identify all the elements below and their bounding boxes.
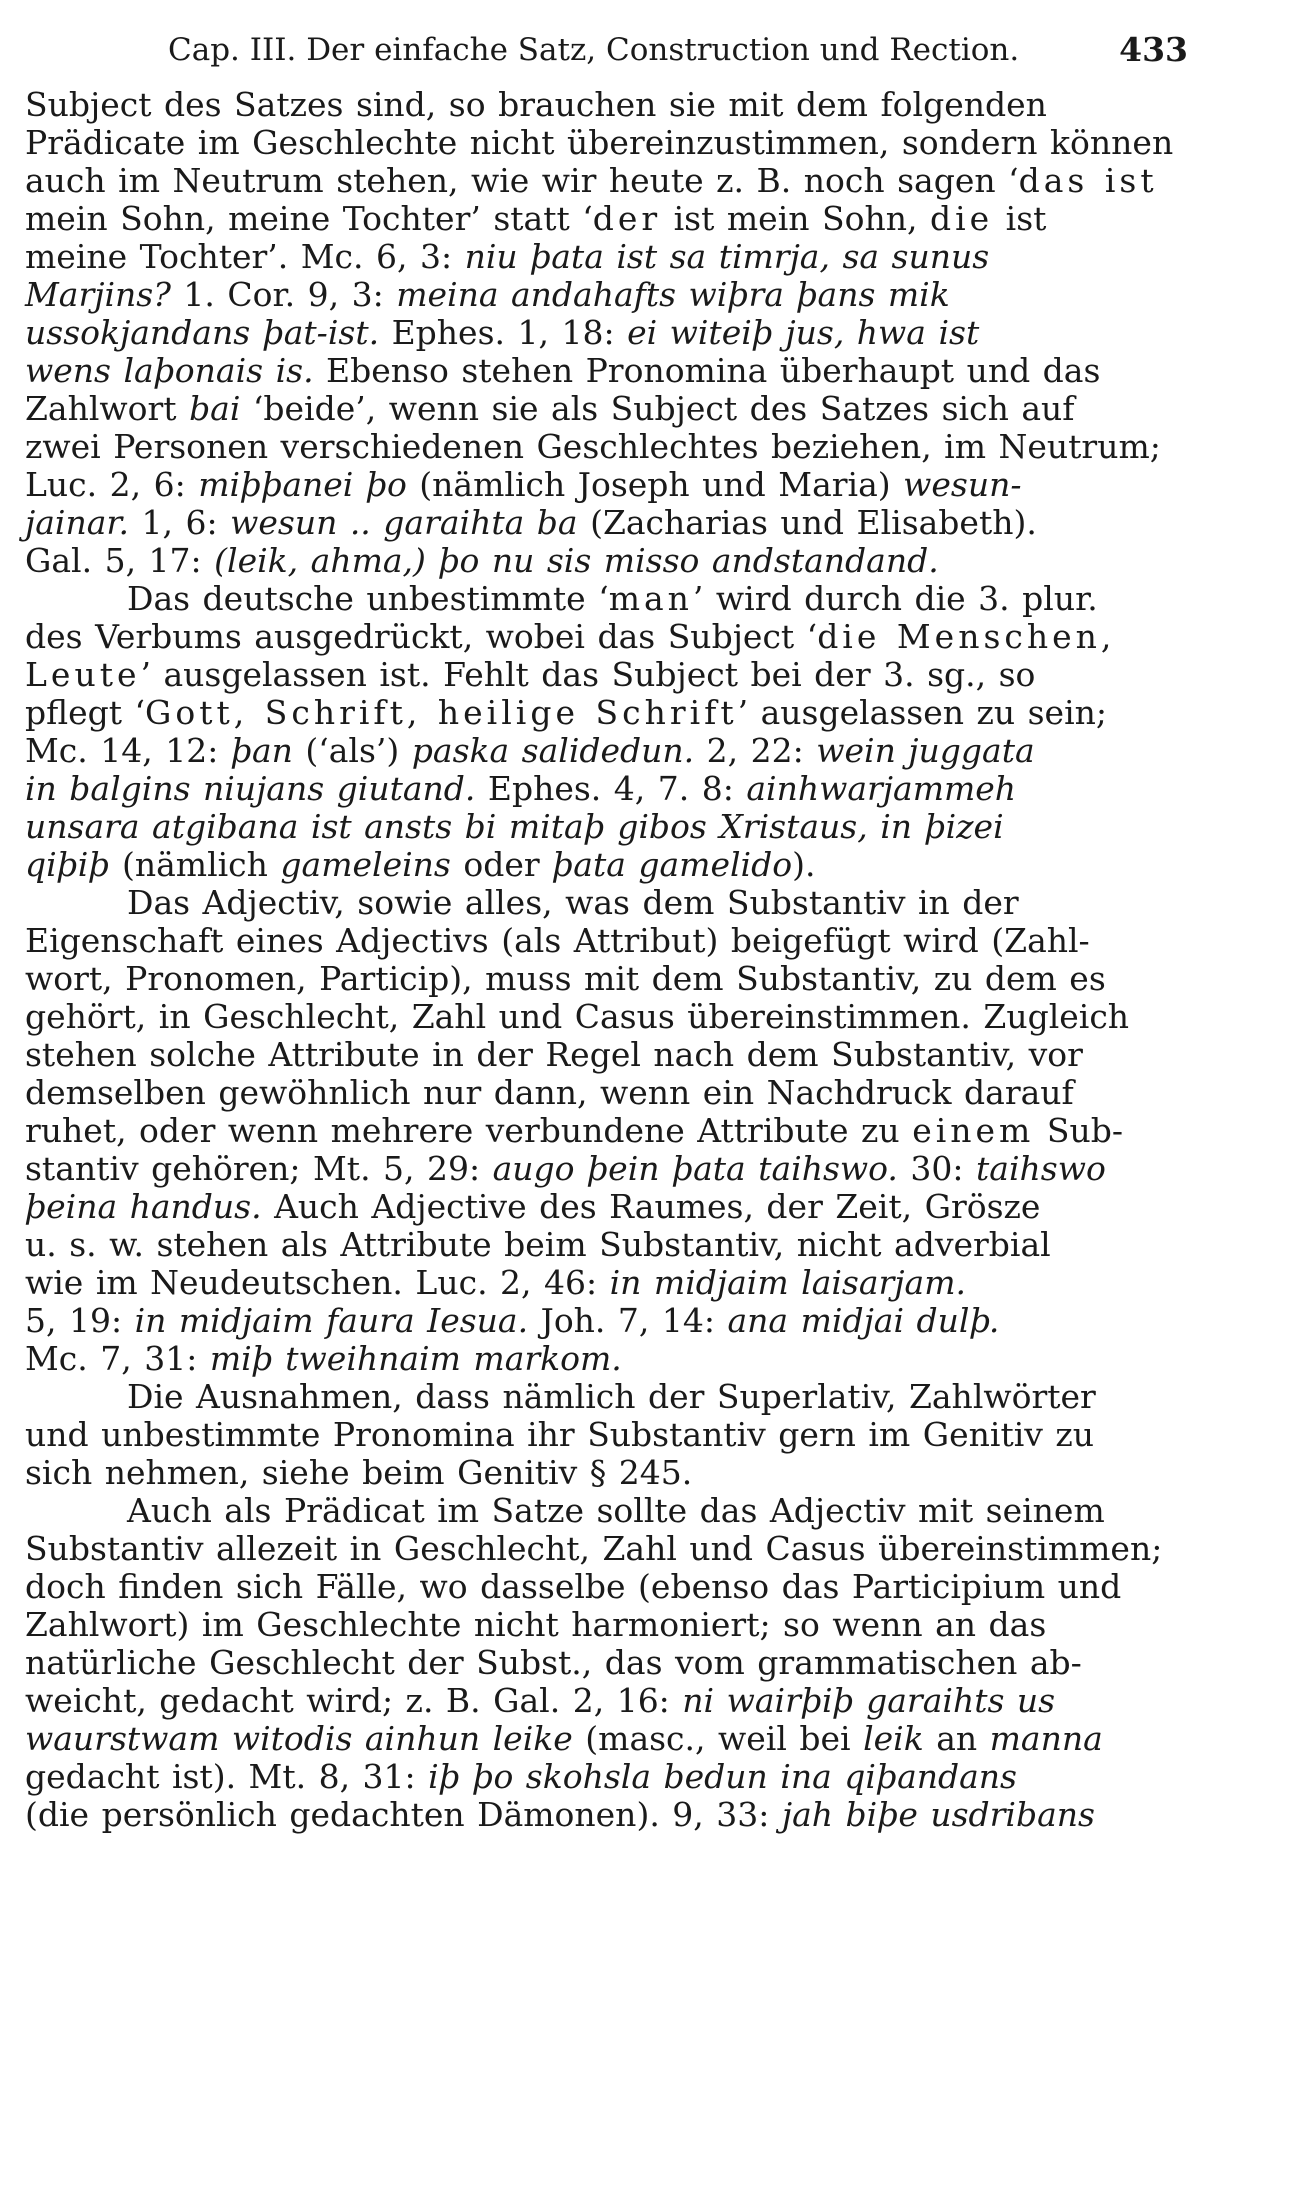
italic-run: bai — [189, 389, 241, 428]
text-run: mein Sohn, meine Tochter’ statt ‘ — [25, 199, 593, 238]
text-line — [25, 276, 1193, 314]
text-run: Luc. 2, 6: — [25, 465, 199, 504]
running-header — [168, 28, 1188, 72]
text-run: Die Ausnahmen, dass nämlich der Superlativ, Zahlwörter — [127, 1377, 1096, 1416]
text-line — [25, 694, 1193, 732]
paragraph — [25, 1378, 1193, 1492]
text-run: Auch als Prädicat im Satze sollte das Adjectiv mit seinem — [127, 1491, 1105, 1530]
text-run: Zahlwort) im Geschlechte nicht harmoniert; so wenn an das — [25, 1605, 1047, 1644]
italic-run: wesun- — [903, 465, 1022, 504]
paragraph — [25, 86, 1193, 580]
italic-run: þeina handus. — [25, 1187, 262, 1226]
text-line — [25, 200, 1193, 238]
italic-run: augo þein þata taihswo. — [492, 1149, 898, 1188]
spaced-run: die Menschen, — [817, 617, 1116, 656]
spaced-run: man — [608, 579, 693, 618]
text-run: und unbestimmte Pronomina ihr Substantiv gern im Genitiv zu — [25, 1415, 1095, 1454]
text-run: sich nehmen, siehe beim Genitiv § 245. — [25, 1453, 693, 1492]
italic-run: in balgins niujans giutand. — [25, 769, 476, 808]
text-run: Ephes. 1, 18: — [379, 313, 628, 352]
text-line — [25, 542, 1193, 580]
italic-run: taihswo — [976, 1149, 1106, 1188]
italic-run: ni wairþiþ garaihts us — [682, 1681, 1056, 1720]
text-run: 2, 22: — [694, 731, 817, 770]
text-line — [25, 428, 1193, 466]
italic-run: wens laþonais is. — [25, 351, 314, 390]
text-line — [25, 314, 1193, 352]
text-run: meine Tochter’. Mc. 6, 3: — [25, 237, 465, 276]
italic-run: ana midjai dulþ. — [727, 1301, 1000, 1340]
text-line — [25, 1454, 1193, 1492]
text-line — [25, 504, 1193, 542]
italic-run: (leik, ahma,) þo nu sis misso andstandand. — [214, 541, 939, 580]
text-run: Eigenschaft eines Adjectivs (als Attribut) beigefügt wird (Zahl- — [25, 921, 1090, 960]
italic-run: Marjins? — [25, 275, 171, 314]
text-line — [25, 998, 1193, 1036]
spaced-run: der — [592, 199, 662, 238]
text-run: gedacht ist). Mt. 8, 31: — [25, 1757, 429, 1796]
italic-run: meina andahafts wiþra þans mik — [396, 275, 950, 314]
text-run: ’ ausgelassen zu sein; — [737, 693, 1108, 732]
text-line — [25, 1188, 1193, 1226]
italic-run: jah biþe usdribans — [781, 1795, 1095, 1834]
text-run: 1. Cor. 9, 3: — [170, 275, 397, 314]
text-run: ’ ausgelassen ist. Fehlt das Subject bei der 3. sg., so — [140, 655, 1036, 694]
text-run: (Zacharias und Elisabeth). — [577, 503, 1037, 542]
text-line — [25, 1302, 1193, 1340]
text-line — [25, 960, 1193, 998]
text-line — [25, 922, 1193, 960]
paragraph — [25, 1492, 1193, 1834]
text-run: Das Adjectiv, sowie alles, was dem Substantiv in der — [127, 883, 1019, 922]
text-run: 5, 19: — [25, 1301, 135, 1340]
text-line — [25, 162, 1193, 200]
text-line — [25, 1606, 1193, 1644]
text-run: ). — [792, 845, 816, 884]
text-line — [25, 1112, 1193, 1150]
text-line — [25, 732, 1193, 770]
text-line — [25, 656, 1193, 694]
text-line — [25, 1074, 1193, 1112]
text-run: Ephes. 4, 7. 8: — [475, 769, 747, 808]
page-number: 433 — [1119, 30, 1188, 69]
italic-run: wesun .. garaihta ba — [230, 503, 578, 542]
text-run: natürliche Geschlecht der Subst., das vom grammatischen ab- — [25, 1643, 1082, 1682]
text-run: des Verbums ausgedrückt, wobei das Subject ‘ — [25, 617, 818, 656]
italic-run: jainar. — [25, 503, 130, 542]
italic-run: þan — [230, 731, 293, 770]
text-line — [25, 1568, 1193, 1606]
text-line — [25, 1226, 1193, 1264]
text-line — [25, 1150, 1193, 1188]
text-run: an — [923, 1719, 990, 1758]
text-run: pflegt ‘ — [25, 693, 146, 732]
italic-run: þata gamelido — [552, 845, 793, 884]
text-line — [25, 1530, 1193, 1568]
text-run: ist mein Sohn, — [661, 199, 930, 238]
text-run: auch im Neutrum stehen, wie wir heute z. B. noch sagen ‘ — [25, 161, 1019, 200]
text-line — [25, 1682, 1193, 1720]
text-run: Zahlwort — [25, 389, 190, 428]
spaced-run: die — [929, 199, 994, 238]
italic-run: qiþiþ — [25, 845, 110, 884]
text-run: u. s. w. stehen als Attribute beim Substantiv, nicht adverbial — [25, 1225, 1051, 1264]
text-line — [25, 1036, 1193, 1074]
text-line — [25, 1378, 1193, 1416]
text-run: (nämlich Joseph und Maria) — [406, 465, 904, 504]
text-line — [25, 1644, 1193, 1682]
chapter-title: Cap. III. Der einfache Satz, Construction und Rection. — [168, 32, 1020, 68]
text-run: Subject des Satzes sind, so brauchen sie mit dem folgenden — [25, 85, 1047, 124]
text-line — [25, 846, 1193, 884]
text-line — [25, 770, 1193, 808]
text-line — [25, 1796, 1193, 1834]
text-run: wie im Neudeutschen. Luc. 2, 46: — [25, 1263, 610, 1302]
text-run: Joh. 7, 14: — [528, 1301, 728, 1340]
text-run: Ebenso stehen Pronomina überhaupt und das — [313, 351, 1101, 390]
spaced-run: das ist — [1018, 161, 1158, 200]
text-run: Gal. 5, 17: — [25, 541, 215, 580]
text-run: (die persönlich gedachten Dämonen). 9, 33: — [25, 1795, 782, 1834]
text-line — [25, 580, 1193, 618]
text-run: ‘beide’, wenn sie als Subject des Satzes sich auf — [240, 389, 1075, 428]
italic-run: iþ þo skohsla bedun ina qiþandans — [428, 1757, 1017, 1796]
text-run: Sub- — [1034, 1111, 1123, 1150]
text-run: Substantiv allezeit in Geschlecht, Zahl und Casus übereinstimmen; — [25, 1529, 1163, 1568]
text-run: Prädicate im Geschlechte nicht übereinzustimmen, sondern können — [25, 123, 1174, 162]
italic-run: ussokjandans þat-ist. — [25, 313, 380, 352]
text-run: gehört, in Geschlecht, Zahl und Casus übereinstimmen. Zugleich — [25, 997, 1130, 1036]
italic-run: miþþanei þo — [198, 465, 407, 504]
text-line — [25, 1416, 1193, 1454]
italic-run: in midjaim laisarjam. — [609, 1263, 966, 1302]
spaced-run: Gott, Schrift, heilige Schrift — [145, 693, 738, 732]
italic-run: unsara atgibana ist ansts bi mitaþ gibos Xristaus, in þizei — [25, 807, 1004, 846]
text-run: weicht, gedacht wird; z. B. Gal. 2, 16: — [25, 1681, 683, 1720]
text-line — [25, 238, 1193, 276]
text-line — [25, 352, 1193, 390]
text-run: 1, 6: — [129, 503, 231, 542]
text-line — [25, 124, 1193, 162]
italic-run: manna — [989, 1719, 1103, 1758]
italic-run: paska salidedun. — [411, 731, 695, 770]
spaced-run: einem — [912, 1111, 1035, 1150]
italic-run: waurstwam witodis ainhun leike — [25, 1719, 573, 1758]
text-line — [25, 884, 1193, 922]
text-run: (masc., weil bei — [572, 1719, 864, 1758]
text-run: (‘als’) — [292, 731, 412, 770]
text-run: oder — [450, 845, 553, 884]
text-line — [25, 390, 1193, 428]
text-run: wort, Pronomen, Particip), muss mit dem Substantiv, zu dem es — [25, 959, 1106, 998]
italic-run: gameleins — [280, 845, 451, 884]
text-line — [25, 1264, 1193, 1302]
text-line — [25, 1720, 1193, 1758]
body-text — [25, 86, 1193, 1834]
text-run: Das deutsche unbestimmte ‘ — [127, 579, 609, 618]
text-run: ruhet, oder wenn mehrere verbundene Attribute zu — [25, 1111, 913, 1150]
text-run: Mc. 14, 12: — [25, 731, 231, 770]
italic-run: niu þata ist sa timrja, sa sunus — [464, 237, 990, 276]
text-run: stehen solche Attribute in der Regel nach dem Substantiv, vor — [25, 1035, 1083, 1074]
text-run: 30: — [897, 1149, 977, 1188]
paragraph — [25, 580, 1193, 884]
text-run: ist — [993, 199, 1047, 238]
italic-run: ainhwarjammeh — [746, 769, 1017, 808]
text-line — [25, 1492, 1193, 1530]
text-run: (nämlich — [109, 845, 281, 884]
text-run: doch finden sich Fälle, wo dasselbe (ebenso das Participium und — [25, 1567, 1122, 1606]
text-run: zwei Personen verschiedenen Geschlechtes beziehen, im Neutrum; — [25, 427, 1161, 466]
italic-run: ei witeiþ jus, hwa ist — [627, 313, 980, 352]
italic-run: wein juggata — [816, 731, 1035, 770]
spaced-run: Leute — [25, 655, 141, 694]
text-run: Auch Adjective des Raumes, der Zeit, Grösze — [261, 1187, 1041, 1226]
paragraph — [25, 884, 1193, 1378]
text-line — [25, 808, 1193, 846]
text-line — [25, 618, 1193, 656]
text-run: demselben gewöhnlich nur dann, wenn ein Nachdruck darauf — [25, 1073, 1074, 1112]
text-run: ’ wird durch die 3. plur. — [692, 579, 1098, 618]
text-run: stantiv gehören; Mt. 5, 29: — [25, 1149, 493, 1188]
text-line — [25, 466, 1193, 504]
text-line — [25, 1340, 1193, 1378]
italic-run: leik — [863, 1719, 924, 1758]
text-line — [25, 1758, 1193, 1796]
italic-run: in midjaim faura Iesua. — [134, 1301, 529, 1340]
text-run: Mc. 7, 31: — [25, 1339, 210, 1378]
text-line — [25, 86, 1193, 124]
italic-run: miþ tweihnaim markom. — [209, 1339, 622, 1378]
